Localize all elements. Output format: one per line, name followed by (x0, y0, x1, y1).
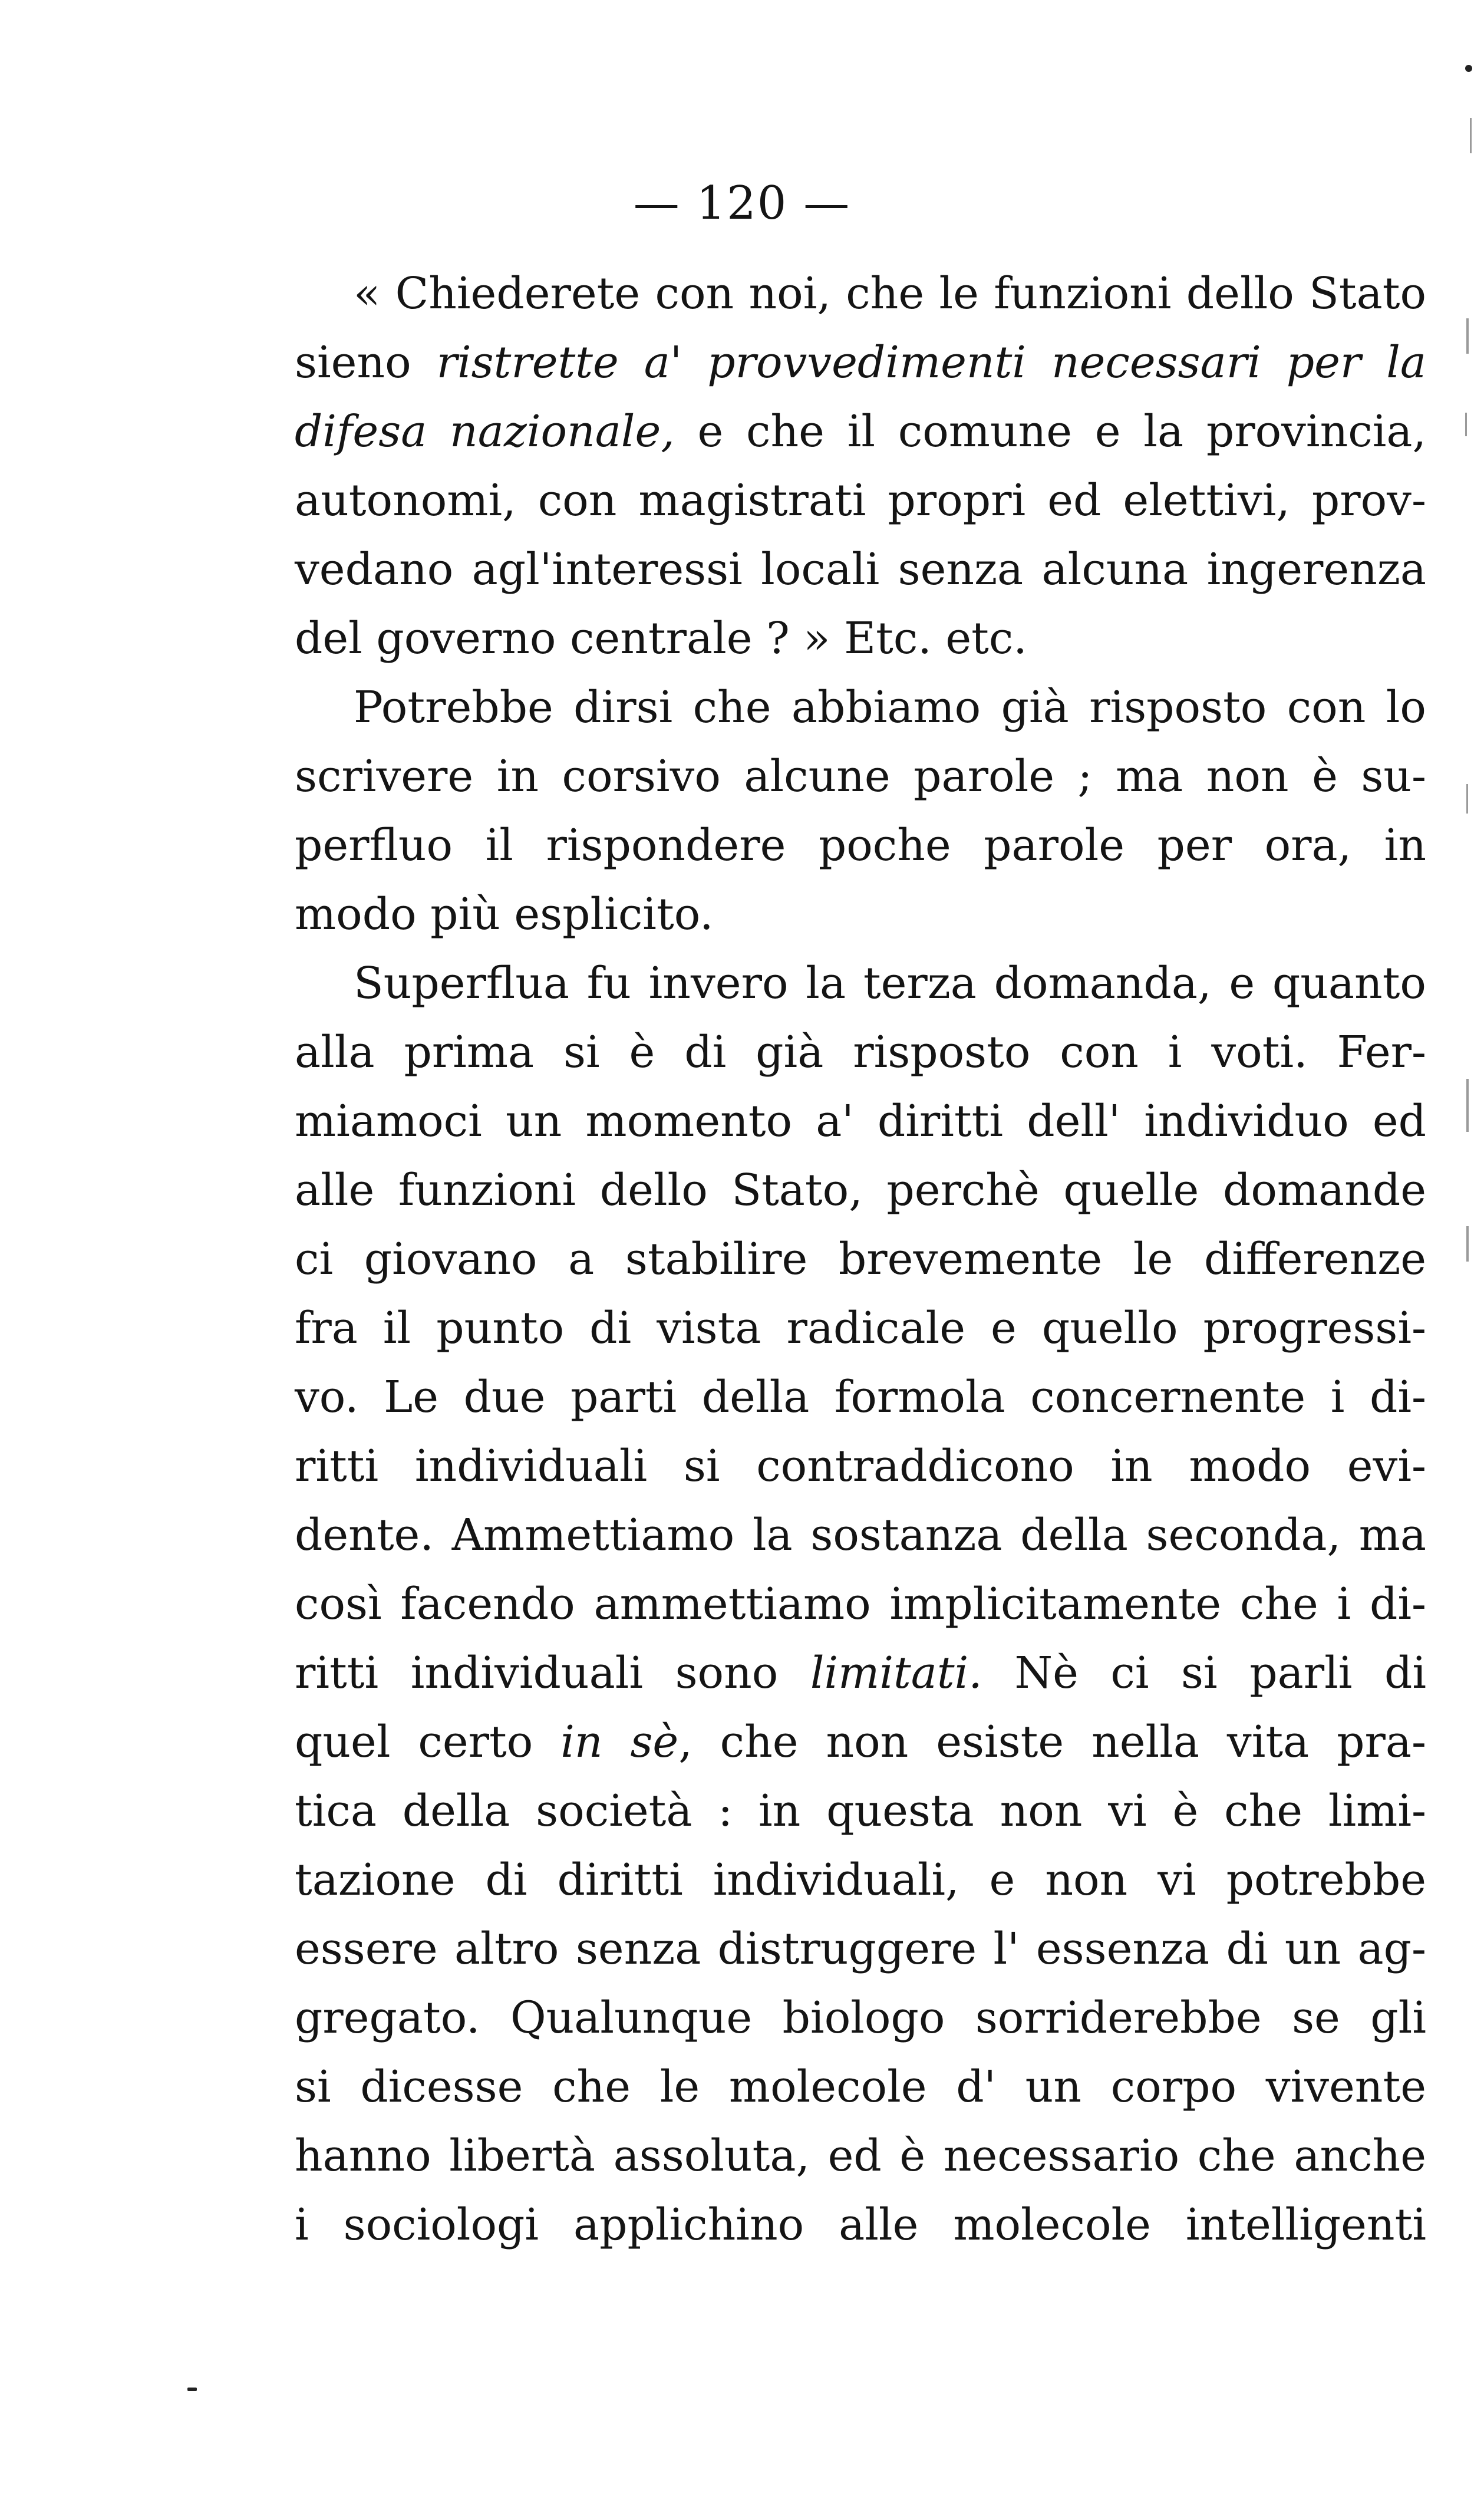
text-line (295, 466, 1426, 535)
text-line (295, 742, 1426, 811)
text-line (295, 1639, 1426, 1708)
text-segment: i sociologi applichino alle molecole intelligenti (295, 2199, 1426, 2250)
italic-text: ristrette a' provvedimenti necessari per la (436, 337, 1426, 388)
text-segment: fra il punto di vista radicale e quello progressi- (295, 1303, 1426, 1354)
text-line (295, 1846, 1426, 1915)
text-line (295, 397, 1426, 466)
text-line (295, 1915, 1426, 1984)
text-segment: ritti individuali sono (295, 1648, 810, 1698)
text-line (295, 259, 1426, 328)
scan-speck (1465, 65, 1472, 72)
text-segment: hanno libertà assoluta, ed è necessario che anche (295, 2131, 1426, 2181)
text-segment: si dicesse che le molecole d' un corpo vivente (295, 2062, 1426, 2112)
text-line (295, 949, 1426, 1018)
page-number: — 120 — (633, 177, 851, 230)
text-segment: vo. Le due parti della formola concernente i di- (295, 1372, 1426, 1422)
text-line (295, 673, 1426, 742)
text-line (295, 604, 1426, 673)
text-segment: modo più esplicito. (295, 889, 714, 940)
text-segment: scrivere in corsivo alcune parole ; ma non è su- (295, 751, 1426, 802)
text-segment: , che non esiste nella vita pra- (678, 1717, 1427, 1767)
text-segment: tica della società : in questa non vi è che limi- (295, 1786, 1426, 1836)
text-line (295, 1570, 1426, 1639)
text-line (295, 1501, 1426, 1570)
italic-text: difesa nazionale, (295, 406, 675, 457)
text-line (295, 880, 1426, 949)
text-line (295, 2122, 1426, 2191)
text-line (295, 1294, 1426, 1363)
text-line (295, 2053, 1426, 2122)
text-line (295, 1156, 1426, 1225)
italic-text: in sè (560, 1717, 679, 1767)
scan-margin-mark (1466, 1226, 1469, 1262)
text-segment: quel certo (295, 1717, 561, 1767)
text-segment: tazione di diritti individuali, e non vi potrebbe (295, 1855, 1426, 1905)
text-segment: alle funzioni dello Stato, perchè quelle domande (295, 1165, 1426, 1216)
text-line (295, 328, 1426, 397)
text-segment: alla prima si è di già risposto con i voti. Fer- (295, 1027, 1426, 1078)
body-text (295, 259, 1426, 2260)
text-segment: « Chiederete con noi, che le funzioni dello Stato (354, 268, 1426, 319)
text-segment: del governo centrale ? » Etc. etc. (295, 613, 1027, 664)
text-segment: gregato. Qualunque biologo sorriderebbe se gli (295, 1993, 1426, 2043)
scan-margin-mark (1466, 318, 1469, 354)
text-segment: e che il comune e la provincia, (674, 406, 1427, 457)
text-line (295, 1984, 1426, 2053)
scan-speck (187, 2388, 197, 2391)
text-line (295, 535, 1426, 604)
text-segment: sieno (295, 337, 437, 388)
text-segment: vedano agl'interessi locali senza alcuna ingerenza (295, 544, 1426, 595)
text-segment: dente. Ammettiamo la sostanza della seconda, ma (295, 1510, 1426, 1560)
text-segment: ritti individuali si contraddicono in modo evi- (295, 1441, 1426, 1491)
text-segment: Potrebbe dirsi che abbiamo già risposto con lo (354, 682, 1426, 733)
text-segment: essere altro senza distruggere l' essenza di un ag- (295, 1924, 1426, 1974)
text-line (295, 1087, 1426, 1156)
text-segment: Nè ci si parli di (982, 1648, 1426, 1698)
scan-margin-mark (1465, 413, 1467, 436)
text-line (295, 1432, 1426, 1501)
scan-margin-mark (1466, 784, 1468, 814)
text-line (295, 2191, 1426, 2260)
scan-margin-mark (1466, 1079, 1469, 1132)
italic-text: limitati. (810, 1648, 982, 1698)
text-segment: perfluo il rispondere poche parole per ora, in (295, 820, 1426, 871)
text-line (295, 1225, 1426, 1294)
text-line (295, 1018, 1426, 1087)
text-line (295, 1363, 1426, 1432)
text-line (295, 1708, 1426, 1777)
text-segment: così facendo ammettiamo implicitamente che i di- (295, 1579, 1426, 1629)
text-segment: autonomi, con magistrati propri ed elettivi, prov- (295, 475, 1426, 526)
text-segment: Superflua fu invero la terza domanda, e quanto (354, 958, 1426, 1009)
text-line (295, 811, 1426, 880)
scan-margin-mark (1470, 118, 1472, 153)
text-segment: miamoci un momento a' diritti dell' individuo ed (295, 1096, 1426, 1147)
text-line (295, 1777, 1426, 1846)
text-segment: ci giovano a stabilire brevemente le differenze (295, 1234, 1426, 1285)
